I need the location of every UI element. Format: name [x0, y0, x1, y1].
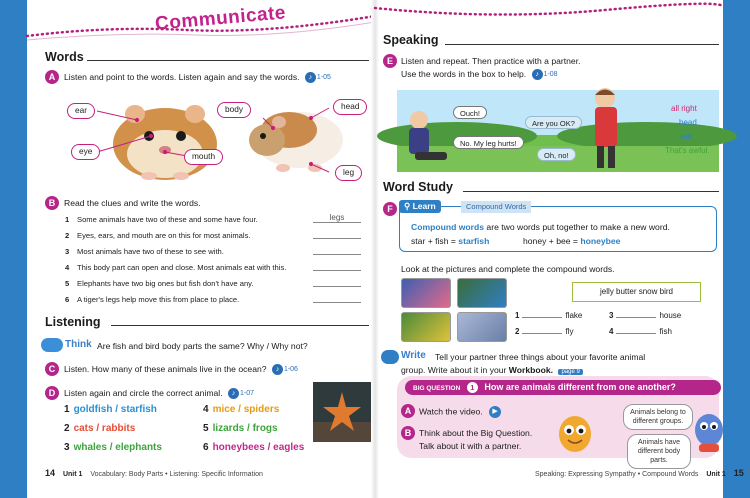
- option-a[interactable]: mice: [212, 404, 236, 415]
- snowflake-photo: [457, 312, 507, 342]
- option-b[interactable]: rabbits: [101, 423, 136, 434]
- compound-item-4[interactable]: [609, 326, 672, 336]
- learn-text: Learn: [412, 201, 436, 211]
- birdhouse-photo: [401, 312, 451, 342]
- big-question-text: How are animals different from one another?: [484, 382, 676, 392]
- bq-b-line2: Talk about it with a partner.: [419, 441, 522, 451]
- word-study-heading: Word Study: [383, 180, 453, 194]
- word-box: jelly butter snow bird: [572, 282, 701, 302]
- clue-number: 5: [65, 279, 70, 288]
- option-a[interactable]: lizards: [212, 423, 245, 434]
- bubble-are-you-ok: Are you OK?: [525, 116, 582, 129]
- speaking-heading: Speaking: [383, 33, 439, 47]
- butterfly-photo: [457, 278, 507, 308]
- learn-sub-label: Compound Words: [461, 201, 531, 213]
- clue-6: [65, 295, 239, 304]
- magnifier-icon: ⚲: [404, 201, 413, 211]
- label-body: body: [217, 102, 251, 118]
- audio-track-1-06[interactable]: [272, 364, 298, 375]
- option-a[interactable]: cats: [73, 423, 94, 434]
- answer-4[interactable]: [313, 261, 361, 271]
- yellow-mascot-icon: [555, 404, 595, 456]
- label-ear: ear: [67, 103, 95, 119]
- example-parts: honey + bee =: [523, 236, 581, 246]
- compound-item-3[interactable]: [609, 310, 681, 320]
- clue-text: Elephants have two big ones but fish don't have any.: [77, 279, 254, 288]
- page-number: 14: [45, 468, 56, 478]
- option-row-6[interactable]: [203, 442, 304, 453]
- speaking-rule: [445, 44, 719, 45]
- option-number: 2: [64, 423, 70, 434]
- thought-cloud-1: Animals belong to different groups.: [623, 404, 693, 430]
- bubble-oh-no: Oh, no!: [537, 148, 576, 161]
- footer-topic: Speaking: Expressing Sympathy • Compound Words: [535, 471, 699, 478]
- words-heading: Words: [45, 50, 84, 64]
- bubble-leg-hurts: No. My leg hurts!: [453, 136, 524, 149]
- blank-line[interactable]: [522, 310, 562, 318]
- left-footer: [45, 468, 263, 478]
- footer-topic: Vocabulary: Body Parts • Listening: Specific Information: [90, 471, 263, 478]
- clue-1: [65, 215, 258, 224]
- bubble-ouch: Ouch!: [453, 106, 487, 119]
- wordlist-all-right: all right: [671, 104, 697, 113]
- communicate-banner: [27, 0, 375, 44]
- section-c-badge: C: [45, 362, 59, 376]
- speaker-icon: ♪: [532, 69, 543, 80]
- option-b[interactable]: elephants: [115, 442, 162, 453]
- clue-number: 6: [65, 295, 70, 304]
- answer-2[interactable]: [313, 229, 361, 239]
- clue-text: A tiger's legs help move this from place to place.: [77, 295, 240, 304]
- section-b-instruction: Read the clues and write the words.: [64, 198, 201, 208]
- audio-code: 1-05: [316, 74, 331, 82]
- blank-line[interactable]: [616, 310, 656, 318]
- option-row-5[interactable]: [203, 423, 278, 434]
- word-study-rule: [463, 191, 719, 192]
- section-f-badge: F: [383, 202, 397, 216]
- example-parts: star + fish =: [411, 236, 459, 246]
- unit-label: Unit 1: [706, 471, 726, 478]
- write-line2: [401, 365, 583, 375]
- clue-text: Eyes, ears, and mouth are on this for most animals.: [77, 231, 251, 240]
- example-result: honeybee: [580, 236, 621, 246]
- section-a-badge: A: [45, 70, 59, 84]
- option-b[interactable]: frogs: [252, 423, 278, 434]
- option-number: 5: [203, 423, 209, 434]
- item-suffix: fly: [565, 327, 574, 336]
- section-a-text: Listen and point to the words. Listen again and say the words.: [64, 72, 300, 82]
- section-b-badge: B: [45, 196, 59, 210]
- listening-heading: Listening: [45, 315, 101, 329]
- wordlist-head: head: [679, 118, 697, 127]
- section-a-instruction: [64, 72, 331, 83]
- option-number: 6: [203, 442, 209, 453]
- write-text: group. Write about it in your: [401, 365, 509, 375]
- section-d-instruction: [64, 388, 254, 399]
- option-separator: /: [112, 404, 121, 415]
- audio-code: 1-07: [239, 390, 254, 398]
- listening-rule: [111, 325, 369, 326]
- label-eye: eye: [71, 144, 100, 160]
- speaking-scene-image: [397, 90, 719, 172]
- speaker-icon: ♪: [305, 72, 316, 83]
- clue-4: [65, 263, 286, 272]
- bq-a-text: Watch the video.: [419, 406, 483, 417]
- learn-definition-rest: are two words put together to make a new word.: [484, 222, 670, 232]
- option-row-1[interactable]: [64, 404, 157, 415]
- big-question-bar: [405, 380, 721, 395]
- item-number: 2: [515, 327, 520, 336]
- option-b[interactable]: starfish: [120, 404, 157, 415]
- option-row-2[interactable]: [64, 423, 135, 434]
- compound-item-1[interactable]: [515, 310, 582, 320]
- banner-title: Communicate: [154, 2, 287, 35]
- option-separator: /: [244, 423, 253, 434]
- workbook-word: Workbook.: [508, 365, 554, 375]
- audio-track-1-05[interactable]: [305, 72, 331, 83]
- section-e-line1: Listen and repeat. Then practice with a partner.: [401, 56, 581, 66]
- option-separator: /: [264, 442, 274, 453]
- audio-code: 1-08: [543, 71, 558, 79]
- think-cloud-icon: [41, 338, 63, 352]
- clue-number: 1: [65, 215, 70, 224]
- bq-b-badge: B: [401, 426, 415, 440]
- clue-3: [65, 247, 224, 256]
- item-number: 4: [609, 327, 614, 336]
- right-footer: [535, 468, 744, 478]
- blank-line[interactable]: [522, 326, 562, 334]
- item-suffix: fish: [659, 327, 672, 336]
- think-label: Think: [65, 339, 92, 350]
- bq-a-instruction: [419, 406, 501, 418]
- option-separator: /: [235, 404, 244, 415]
- option-number: 4: [203, 404, 209, 415]
- page-number: 15: [733, 468, 744, 478]
- clue-text: This body part can open and close. Most animals eat with this.: [77, 263, 287, 272]
- clue-text: Some animals have two of these and some have four.: [77, 215, 258, 224]
- unit-label: Unit 1: [62, 471, 83, 478]
- example-1: [411, 236, 489, 246]
- learn-term: Compound words: [411, 222, 485, 232]
- example-2: [523, 236, 620, 246]
- learn-label: [399, 200, 441, 213]
- play-video-icon[interactable]: ▶: [489, 406, 501, 418]
- item-suffix: house: [659, 311, 682, 320]
- clue-number: 2: [65, 231, 70, 240]
- blue-mascot-icon: [691, 404, 723, 454]
- compound-item-2[interactable]: [515, 326, 573, 336]
- answer-6[interactable]: [313, 293, 361, 303]
- thought-cloud-2: Animals have different body parts.: [627, 434, 691, 469]
- option-separator: /: [93, 423, 102, 434]
- option-row-4[interactable]: [203, 404, 279, 415]
- jellyfish-photo: [401, 278, 451, 308]
- starfish-photo: [313, 382, 371, 442]
- bq-a-badge: A: [401, 404, 415, 418]
- left-page: [27, 0, 375, 498]
- bq-b-line1: Think about the Big Question.: [419, 428, 533, 438]
- think-question: Are fish and bird body parts the same? Why / Why not?: [97, 341, 308, 351]
- audio-track-1-08[interactable]: [532, 69, 558, 80]
- option-a[interactable]: whales: [73, 442, 107, 453]
- clue-2: [65, 231, 250, 240]
- learn-definition: [411, 222, 670, 232]
- item-number: 3: [609, 311, 614, 320]
- clue-number: 4: [65, 263, 70, 272]
- section-e-line2: [401, 69, 558, 80]
- answer-5[interactable]: [313, 277, 361, 287]
- audio-code: 1-06: [283, 366, 298, 374]
- speaker-icon: ♪: [228, 388, 239, 399]
- section-d-badge: D: [45, 386, 59, 400]
- section-e-text: Use the words in the box to help.: [401, 69, 527, 79]
- option-number: 1: [64, 404, 70, 415]
- wordlist-thats-awful: That's awful.: [665, 146, 710, 155]
- speaker-icon: ♪: [272, 364, 283, 375]
- blank-line[interactable]: [616, 326, 656, 334]
- page-ref-badge[interactable]: page 9: [558, 369, 582, 375]
- option-a[interactable]: honeybees: [212, 442, 265, 453]
- words-rule: [87, 60, 369, 61]
- option-a[interactable]: goldfish: [73, 404, 113, 415]
- audio-track-1-07[interactable]: [228, 388, 254, 399]
- section-c-text: Listen. How many of these animals live in the ocean?: [64, 364, 267, 374]
- right-page: [375, 0, 744, 498]
- section-c-instruction: [64, 364, 298, 375]
- item-suffix: flake: [565, 311, 583, 320]
- answer-1[interactable]: legs: [313, 213, 361, 223]
- option-separator: /: [106, 442, 116, 453]
- option-row-3[interactable]: [64, 442, 162, 453]
- item-number: 1: [515, 311, 520, 320]
- top-wave-icon: [375, 0, 723, 30]
- pencil-icon: [381, 350, 399, 364]
- book-spread: [27, 0, 744, 498]
- clue-number: 3: [65, 247, 70, 256]
- option-b[interactable]: spiders: [243, 404, 280, 415]
- option-b[interactable]: eagles: [273, 442, 305, 453]
- label-mouth: mouth: [184, 149, 223, 165]
- section-d-text: Listen again and circle the correct animal.: [64, 388, 223, 398]
- write-line1: Tell your partner three things about your favorite animal: [435, 352, 646, 362]
- option-number: 3: [64, 442, 70, 453]
- label-leg: leg: [335, 165, 362, 181]
- section-e-badge: E: [383, 54, 397, 68]
- clue-text: Most animals have two of these to see with.: [77, 247, 224, 256]
- example-result: starfish: [458, 236, 490, 246]
- big-question-tag: BIG QUESTION: [413, 385, 461, 392]
- label-head: head: [333, 99, 367, 115]
- big-question-number: 1: [467, 382, 478, 393]
- answer-3[interactable]: [313, 245, 361, 255]
- wordlist-ear: ear: [681, 132, 693, 141]
- clue-5: [65, 279, 254, 288]
- write-label: Write: [401, 350, 426, 361]
- compound-instruction: Look at the pictures and complete the compound words.: [401, 264, 615, 274]
